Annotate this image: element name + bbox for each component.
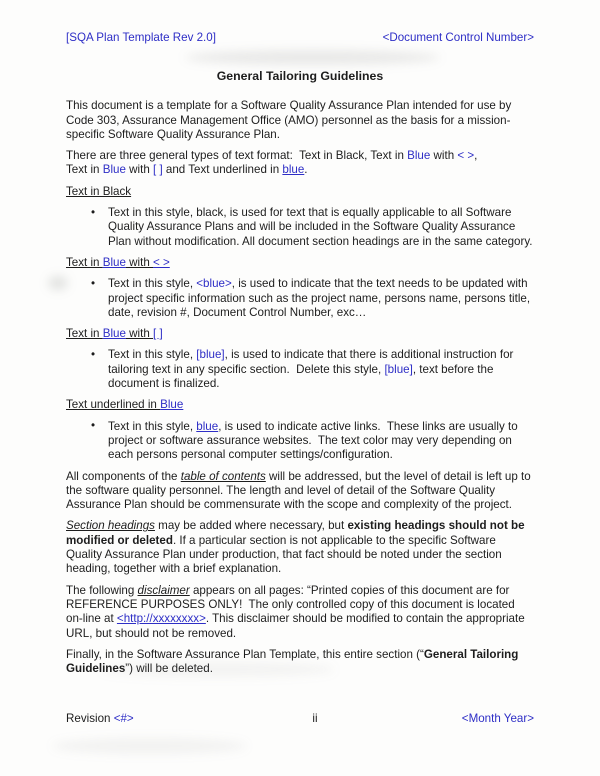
text-run: The following bbox=[66, 583, 138, 597]
text-run: <blue> bbox=[196, 277, 232, 291]
text-run: blue bbox=[282, 163, 305, 177]
text-run: . This disclaimer should be modified to contain the appropriate URL, but should not be removed. bbox=[66, 612, 525, 640]
paragraph-disclaimer bbox=[66, 584, 534, 641]
header-document-control-number: <Document Control Number> bbox=[382, 31, 534, 44]
text-run: Revision bbox=[66, 712, 114, 725]
text-run: Blue bbox=[407, 149, 431, 163]
text-run: Text in this style, bbox=[108, 277, 197, 291]
text-run: appears on all pages: “Printed copies of this document are for REFERENCE PURPOSES ONLY! The only controlled copy of this document is located on-line at bbox=[66, 583, 515, 626]
footer-page-number: ii bbox=[312, 712, 318, 725]
text-run: [blue] bbox=[196, 348, 225, 362]
paragraph-format-types bbox=[66, 149, 534, 178]
text-run: blue bbox=[196, 419, 219, 433]
text-run: < > bbox=[457, 149, 475, 163]
scan-smudge bbox=[48, 276, 68, 290]
text-run: [blue] bbox=[384, 362, 413, 376]
text-run: will be addressed, but the level of detail is left up to the software quality personnel. The length and level of detail of the Software Quality Assurance Plan should be commensurate with the scope and complexity of the project. bbox=[66, 469, 531, 512]
text-run: Finally, in the Software Assurance Plan Template, this entire section (“ bbox=[66, 647, 424, 661]
text-run: All components of the bbox=[66, 469, 181, 483]
text-run: < > bbox=[153, 255, 170, 269]
section-heading-text-in-black bbox=[66, 185, 534, 199]
text-run: Blue bbox=[102, 327, 126, 341]
text-run: , is used to indicate that the text needs to be updated with project specific information such as the project name, persons name, persons title, date, revision #, Document Control Number, exc… bbox=[108, 277, 531, 319]
text-run: with bbox=[430, 149, 458, 163]
page-title: General Tailoring Guidelines bbox=[216, 69, 384, 84]
text-run: , text before the document is finalized. bbox=[108, 362, 494, 391]
footer-revision bbox=[66, 712, 222, 726]
text-run: Text in Black bbox=[66, 184, 132, 198]
text-run: , is used to indicate active links. These links are usually to project or software assurance websites. The text color may very depending on each persons personal computer settings/configuration. bbox=[108, 419, 518, 462]
text-run: Text in this style, black, is used for text that is equally applicable to all Software Quality Assurance Plans and will be included in the Software Quality Assurance Plan without modification. All document section headings are in the same category. bbox=[108, 206, 533, 248]
text-run: Blue bbox=[160, 398, 184, 412]
paragraph-intro bbox=[66, 99, 534, 142]
paragraph-section-headings bbox=[66, 519, 534, 576]
text-run: Text in this style, bbox=[108, 419, 197, 433]
text-run: may be added where necessary, but bbox=[154, 519, 348, 533]
text-run: General Tailoring Guidelines bbox=[66, 647, 519, 676]
scan-smudge bbox=[185, 50, 440, 65]
section-heading-text-in-blue-angle bbox=[66, 256, 534, 270]
text-run: and Text underlined in bbox=[162, 163, 283, 177]
hyperlink[interactable]: <http://xxxxxxxx> bbox=[116, 612, 206, 626]
section-heading-text-in-blue-bracket bbox=[66, 327, 534, 341]
scan-smudge bbox=[52, 738, 247, 754]
text-run: Blue bbox=[102, 163, 126, 177]
text-run: <#> bbox=[113, 712, 134, 725]
text-run: table of contents bbox=[180, 469, 266, 483]
text-run: Text in bbox=[66, 255, 103, 269]
text-run: [ ] bbox=[153, 163, 163, 177]
text-run: There are three general types of text format: Text in Black, Text in bbox=[66, 149, 408, 163]
text-run: <Month Year> bbox=[461, 712, 534, 725]
text-run: Text in bbox=[66, 327, 103, 341]
section-heading-text-underlined-in-blue bbox=[66, 398, 534, 412]
page-header bbox=[66, 31, 534, 45]
text-run: Blue bbox=[102, 255, 126, 269]
page-footer bbox=[66, 712, 534, 726]
text-run: ”) will be deleted. bbox=[125, 662, 213, 676]
text-run: [ ] bbox=[153, 327, 163, 341]
footer-month-year bbox=[378, 712, 534, 726]
header-template-rev: [SQA Plan Template Rev 2.0] bbox=[66, 31, 216, 44]
bullet-text-in-blue-angle bbox=[66, 277, 534, 320]
text-run: Text in bbox=[66, 163, 103, 177]
paragraph-components bbox=[66, 470, 534, 513]
text-run: Text in this style, bbox=[108, 348, 197, 362]
bullet-text-underlined-in-blue bbox=[66, 420, 534, 463]
text-run: . If a particular section is not applicable to the specific Software Quality Assurance Plan under production, that fact should be noted under the section heading, together with a brief explanation. bbox=[66, 533, 502, 576]
bullet-text-in-black bbox=[66, 206, 534, 249]
text-run: Section headings bbox=[66, 519, 155, 533]
text-run: . bbox=[304, 163, 308, 177]
text-run: with bbox=[125, 327, 154, 341]
text-run: with bbox=[125, 163, 154, 177]
bullet-text-in-blue-bracket bbox=[66, 348, 534, 391]
text-run: This document is a template for a Software Quality Assurance Plan intended for use by Code 303, Assurance Management Office (AMO) personnel as the basis for a mission-specific Software Quality Assurance Plan. bbox=[66, 99, 512, 141]
text-run: existing headings should not be modified or deleted bbox=[66, 519, 525, 547]
text-run: with bbox=[125, 255, 154, 269]
text-run: , bbox=[474, 149, 478, 163]
text-run: Text underlined in bbox=[66, 398, 161, 412]
text-run: disclaimer bbox=[137, 583, 190, 597]
text-run: , is used to indicate that there is additional instruction for tailoring text in any specific section. Delete this style, bbox=[108, 348, 514, 376]
paragraph-finally bbox=[66, 648, 534, 677]
